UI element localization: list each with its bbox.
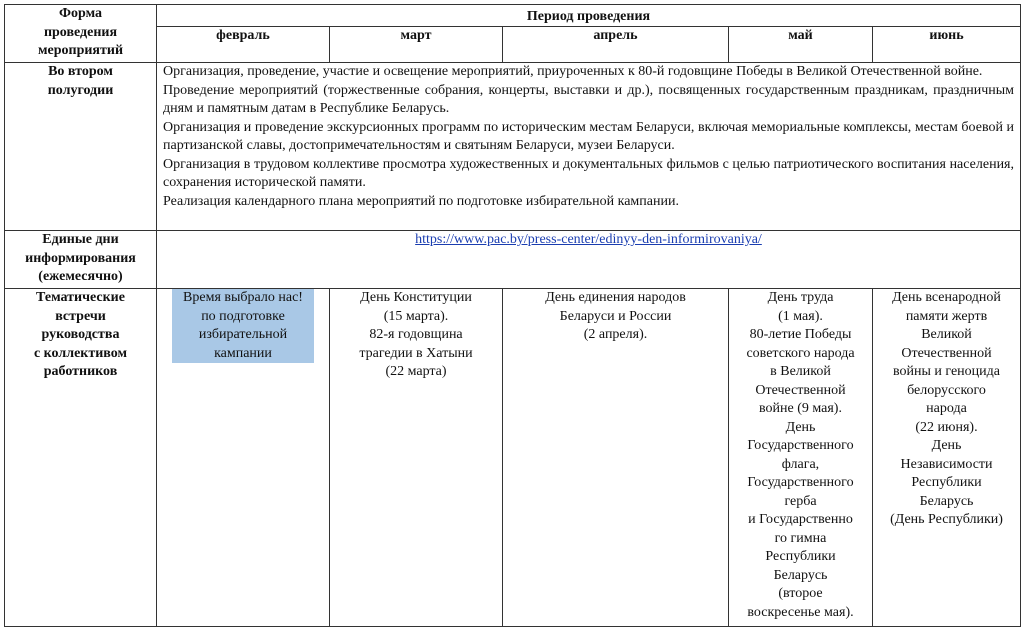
jun-line: (День Республики) <box>890 512 1003 527</box>
form-column-header <box>5 5 157 63</box>
jun-line: Республики <box>911 475 982 490</box>
row-thematic-meetings <box>5 289 1021 627</box>
row-label-line: (ежемесячно) <box>38 269 123 284</box>
form-header-line: Форма <box>58 6 103 21</box>
jun-line: День всенародной <box>892 290 1001 305</box>
row-label-thematic <box>5 289 157 627</box>
row-label-line: работников <box>43 364 118 379</box>
row-label-line: руководства <box>41 327 120 342</box>
may-line: и Государственно <box>748 512 853 527</box>
mar-line: День Конституции <box>360 290 472 305</box>
may-line: (1 мая). <box>778 308 823 324</box>
jun-line: Беларусь <box>919 493 974 509</box>
feb-line: кампании <box>214 345 272 361</box>
events-plan-table <box>4 4 1021 627</box>
may-line: 80-летие Победы <box>749 327 852 342</box>
period-header: Период проведения <box>157 5 1021 27</box>
may-line: День <box>785 419 816 435</box>
month-june: июнь <box>873 27 1021 63</box>
activity-paragraph: Организация, проведение, участие и освещение мероприятий, приуроченных к 80-й годовщине Победы в Великой Отечественной войне. <box>163 64 983 79</box>
jun-line: Отечественной <box>901 345 992 361</box>
highlighted-label <box>8 289 153 382</box>
apr-line: (2 апреля). <box>583 327 648 342</box>
may-line: в Великой <box>770 364 831 379</box>
may-line: советского народа <box>746 345 855 361</box>
month-april: апрель <box>503 27 729 63</box>
header-row-months <box>5 27 1021 63</box>
highlighted-feb-text <box>172 289 314 363</box>
row-second-half-year <box>5 63 1021 231</box>
may-line: Государственного <box>747 438 854 453</box>
apr-line: Беларуси и России <box>559 308 672 324</box>
may-line: Отечественной <box>755 382 846 398</box>
form-header-line: мероприятий <box>37 43 124 58</box>
may-line: герба <box>784 493 817 509</box>
may-line: День труда <box>767 290 834 305</box>
row-label-second-half <box>5 63 157 231</box>
row-label-line: с коллективом <box>33 345 128 361</box>
info-days-cell <box>157 231 1021 289</box>
feb-line: избирательной <box>198 327 288 342</box>
jun-line: (22 июня). <box>915 419 978 435</box>
may-line: войне (9 мая). <box>759 401 842 416</box>
jun-line: памяти жертв <box>905 308 988 324</box>
row-label-line: полугодии <box>47 82 114 98</box>
may-line: флага, <box>781 456 820 472</box>
month-march: март <box>330 27 503 63</box>
jun-line: народа <box>926 401 967 416</box>
jun-line: Великой <box>921 327 972 342</box>
jun-line: белорусского <box>907 382 986 398</box>
row-label-line: Тематические <box>36 290 125 305</box>
may-line: Республики <box>765 549 836 564</box>
month-february: февраль <box>157 27 330 63</box>
thematic-april <box>503 289 729 627</box>
activity-paragraph: Организация в трудовом коллективе просмотра художественных и документальных фильмов с целью патриотического воспитания населения, сохранения исторической памяти. <box>163 156 1014 190</box>
jun-line: День <box>931 438 962 453</box>
may-line: Государственного <box>747 475 854 490</box>
row-label-line: Единые дни <box>42 232 119 247</box>
thematic-june <box>873 289 1021 627</box>
activity-paragraph: Реализация календарного плана мероприятий по подготовке избирательной кампании. <box>163 193 679 209</box>
activity-paragraph: Организация и проведение экскурсионных программ по историческим местам Беларуси, включая мемориальные комплексы, местам боевой и партизанской славы, достопримечательностям и святыням Беларуси, музеи Беларуси. <box>163 119 1014 153</box>
mar-line: 82-я годовщина <box>369 327 463 342</box>
thematic-february <box>157 289 330 627</box>
info-days-link[interactable]: https://www.pac.by/press-center/edinyy-den-informirovaniya/ <box>415 232 762 247</box>
apr-line: День единения народов <box>545 290 686 305</box>
second-half-activities <box>157 63 1021 231</box>
row-label-line: встречи <box>55 308 106 324</box>
form-header-line: проведения <box>43 24 118 40</box>
month-may: май <box>729 27 873 63</box>
mar-line: трагедии в Хатыни <box>359 345 473 361</box>
may-line: (второе <box>778 586 823 601</box>
may-line: го гимна <box>774 530 827 546</box>
mar-line: (15 марта). <box>383 308 449 324</box>
jun-line: войны и геноцида <box>893 364 1000 379</box>
row-label-line: информирования <box>25 250 136 266</box>
feb-line: по подготовке <box>201 308 285 324</box>
jun-line: Независимости <box>900 456 993 472</box>
row-label-info-days <box>5 231 157 289</box>
may-line: воскресенье мая). <box>747 604 854 620</box>
mar-line: (22 марта) <box>385 364 447 379</box>
thematic-may <box>729 289 873 627</box>
row-label-line: Во втором <box>48 64 113 79</box>
activity-paragraph: Проведение мероприятий (торжественные собрания, концерты, выставки и др.), посвященных государственным праздникам, праздничным дням и памятным датам в Республике Беларусь. <box>163 82 1014 116</box>
header-row-top <box>5 5 1021 27</box>
row-info-days <box>5 231 1021 289</box>
thematic-march <box>330 289 503 627</box>
feb-line: Время выбрало нас! <box>183 290 303 305</box>
may-line: Беларусь <box>773 567 828 583</box>
